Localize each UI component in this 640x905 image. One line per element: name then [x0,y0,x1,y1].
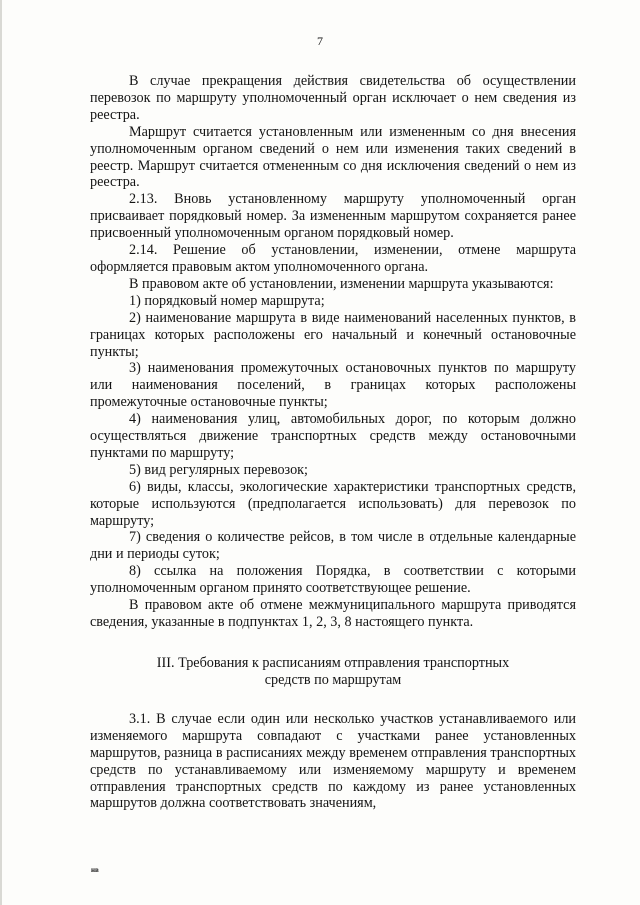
paragraph: Маршрут считается установленным или измененным со дня внесения уполномоченным органом сведений о нем или изменения таких сведений в реестр. Маршрут считается отмененным со дня исключения сведений о нем из реестра. [90,123,576,191]
paragraph: 2.14. Решение об установлении, изменении, отмене маршрута оформляется правовым актом уполномоченного органа. [90,242,576,275]
footer-mark: нв [91,866,99,874]
paragraph: В правовом акте об установлении, изменении маршрута указываются: [129,275,554,292]
paragraph: 1) порядковый номер маршрута; [129,292,325,309]
paragraph-group-bottom [90,711,576,812]
paragraph: 2.13. Вновь установленному маршруту уполномоченный орган присваивает порядковый номер. За измененным маршрутом сохраняется ранее присвоенный уполномоченным органом порядковый номер. [90,191,576,242]
paragraph: 5) вид регулярных перевозок; [129,461,308,478]
paragraph: 4) наименования улиц, автомобильных дорог, по которым должно осуществляться движение транспортных средств между остановочными пунктами по маршруту; [90,411,576,461]
paragraph: 2) наименование маршрута в виде наименований населенных пунктов, в границах которых расположены его начальный и конечный остановочные пункты; [90,309,576,360]
paragraph: 3.1. В случае если один или несколько участков устанавливаемого или изменяемого маршрута совпадают с участками ранее установленных маршрутов, разница в расписаниях между временем отправления транспортных средств по устанавливаемому или изменяемому маршруту и временем отправления транспортных средств по каждому из ранее установленных маршрутов должна соответствовать значениям, [90,710,576,812]
paragraph: 7) сведения о количестве рейсов, в том числе в отдельные календарные дни и периоды суток; [90,529,576,563]
section-heading [90,655,576,690]
paragraph: 6) виды, классы, экологические характеристики транспортных средств, которые используются (предполагается использовать) для перевозок по маршруту; [90,478,576,529]
paragraph: 3) наименования промежуточных остановочных пунктов по маршруту или наименования поселений, в границах которых расположены промежуточные остановочные пункты; [90,360,576,411]
page-number: 7 [317,34,323,48]
section-heading-line2: средств по маршрутам [264,672,402,689]
paragraph: В случае прекращения действия свидетельства об осуществлении перевозок по маршруту уполномоченный орган исключает о нем сведения из реестра. [90,73,576,123]
paragraph-group-top [90,73,576,631]
document-body [90,73,576,812]
section-heading-line1: III. Требования к расписаниям отправления транспортных [156,654,510,671]
scan-edge [0,0,2,905]
paragraph: В правовом акте об отмене межмуниципального маршрута приводятся сведения, указанные в подпунктах 1, 2, 3, 8 настоящего пункта. [90,597,576,630]
paragraph: 8) ссылка на положения Порядка, в соответствии с которыми уполномоченным органом принято соответствующее решение. [90,563,576,597]
